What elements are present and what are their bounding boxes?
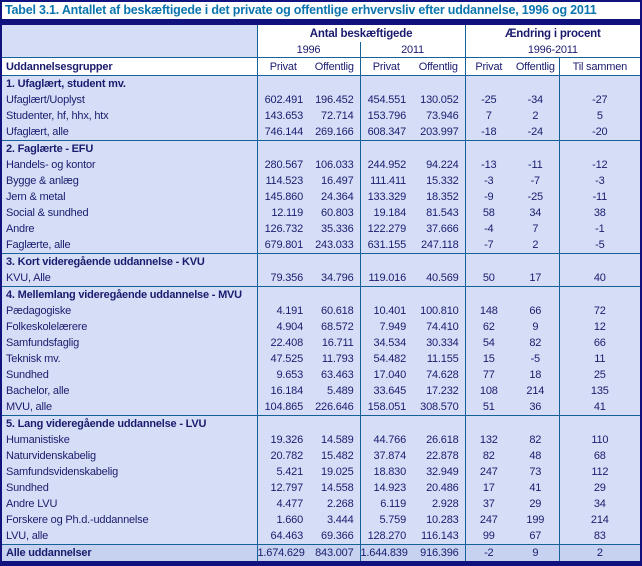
cell-value: 5	[559, 108, 640, 124]
cell-value	[257, 416, 309, 433]
cell-value: 9.653	[257, 367, 309, 383]
cell-value: -13	[465, 157, 512, 173]
cell-value: 62	[465, 319, 512, 335]
cell-value	[309, 287, 360, 304]
cell-value: 3.444	[309, 512, 360, 528]
cell-value: 17	[512, 270, 559, 287]
cell-value	[559, 76, 640, 93]
cell-value: 247	[465, 512, 512, 528]
cell-value: 79.356	[257, 270, 309, 287]
cell-value: 73.946	[412, 108, 465, 124]
row-label: Teknisk mv.	[2, 351, 257, 367]
cell-value: 7.949	[360, 319, 412, 335]
cell-value: 153.796	[360, 108, 412, 124]
cell-value: 37	[465, 496, 512, 512]
cell-value: 47.525	[257, 351, 309, 367]
cell-value: 25	[559, 367, 640, 383]
cell-value: 4.477	[257, 496, 309, 512]
cell-value: 14.589	[309, 432, 360, 448]
cell-value: 196.452	[309, 92, 360, 108]
cell-value	[465, 287, 512, 304]
cell-value: 14.923	[360, 480, 412, 496]
cell-value	[360, 287, 412, 304]
employment-by-education-table	[2, 25, 640, 561]
table-row	[2, 237, 640, 254]
cell-value	[360, 76, 412, 93]
cell-value: 11.155	[412, 351, 465, 367]
row-label: 3. Kort videregående uddannelse - KVU	[2, 254, 257, 271]
cell-value: 20.782	[257, 448, 309, 464]
cell-value: 6.119	[360, 496, 412, 512]
cell-value: 679.801	[257, 237, 309, 254]
cell-value: 5.489	[309, 383, 360, 399]
cell-value: 454.551	[360, 92, 412, 108]
row-label: Sundhed	[2, 480, 257, 496]
cell-value: 843.007	[309, 545, 360, 562]
cell-value	[412, 254, 465, 271]
cell-value: 199	[512, 512, 559, 528]
cell-value: 133.329	[360, 189, 412, 205]
cell-value	[412, 287, 465, 304]
cell-value: 19.184	[360, 205, 412, 221]
cell-value: 34.534	[360, 335, 412, 351]
table-row	[2, 528, 640, 545]
cell-value: 34	[512, 205, 559, 221]
cell-value	[412, 141, 465, 158]
cell-value: 74.628	[412, 367, 465, 383]
cell-value: 82	[465, 448, 512, 464]
cell-value: 16.497	[309, 173, 360, 189]
table-row	[2, 319, 640, 335]
table-row	[2, 496, 640, 512]
cell-value: -25	[465, 92, 512, 108]
row-label: Handels- og kontor	[2, 157, 257, 173]
row-label: Pædagogiske	[2, 303, 257, 319]
cell-value	[559, 416, 640, 433]
cell-value: 9	[512, 545, 559, 562]
cell-value: 18.352	[412, 189, 465, 205]
cell-value: 54	[465, 335, 512, 351]
cell-value: 280.567	[257, 157, 309, 173]
cell-value: 130.052	[412, 92, 465, 108]
cell-value: 50	[465, 270, 512, 287]
cell-value: 41	[559, 399, 640, 416]
cell-value: 9	[512, 319, 559, 335]
header-privat-2011: Privat	[360, 58, 412, 76]
cell-value: 66	[559, 335, 640, 351]
cell-value: -3	[559, 173, 640, 189]
cell-value: 54.482	[360, 351, 412, 367]
cell-value: -11	[559, 189, 640, 205]
cell-value: 247	[465, 464, 512, 480]
table-row	[2, 92, 640, 108]
cell-value: 16.184	[257, 383, 309, 399]
cell-value: 15	[465, 351, 512, 367]
cell-value: -9	[465, 189, 512, 205]
cell-value: 12	[559, 319, 640, 335]
cell-value	[309, 141, 360, 158]
cell-value	[512, 141, 559, 158]
cell-value	[257, 287, 309, 304]
cell-value: 631.155	[360, 237, 412, 254]
cell-value: 148	[465, 303, 512, 319]
cell-value: -2	[465, 545, 512, 562]
cell-value: 72	[559, 303, 640, 319]
cell-value: 132	[465, 432, 512, 448]
cell-value: 12.119	[257, 205, 309, 221]
row-label: Social & sundhed	[2, 205, 257, 221]
cell-value: 4.191	[257, 303, 309, 319]
cell-value: -1	[559, 221, 640, 237]
cell-value: 203.997	[412, 124, 465, 141]
cell-value: 60.618	[309, 303, 360, 319]
row-label: Humanistiske	[2, 432, 257, 448]
cell-value: 64.463	[257, 528, 309, 545]
cell-value: 269.166	[309, 124, 360, 141]
cell-value: 244.952	[360, 157, 412, 173]
cell-value	[512, 287, 559, 304]
cell-value: -11	[512, 157, 559, 173]
row-label: Studenter, hf, hhx, htx	[2, 108, 257, 124]
cell-value: 108	[465, 383, 512, 399]
cell-value: 5.759	[360, 512, 412, 528]
cell-value: 34	[559, 496, 640, 512]
cell-value: 18	[512, 367, 559, 383]
cell-value: 18.830	[360, 464, 412, 480]
cell-value	[309, 76, 360, 93]
cell-value: -3	[465, 173, 512, 189]
corner-cell	[2, 25, 257, 58]
table-row	[2, 335, 640, 351]
cell-value: 99	[465, 528, 512, 545]
cell-value: 128.270	[360, 528, 412, 545]
row-label: Samfundsfaglig	[2, 335, 257, 351]
row-label: 4. Mellemlang videregående uddannelse - MVU	[2, 287, 257, 304]
cell-value: 214	[512, 383, 559, 399]
cell-value: 5.421	[257, 464, 309, 480]
table-body	[2, 76, 640, 562]
cell-value	[412, 76, 465, 93]
row-label: 2. Faglærte - EFU	[2, 141, 257, 158]
cell-value: 17	[465, 480, 512, 496]
cell-value: 608.347	[360, 124, 412, 141]
cell-value: 58	[465, 205, 512, 221]
row-label: Forskere og Ph.d.-uddannelse	[2, 512, 257, 528]
cell-value	[257, 254, 309, 271]
header-privat-pct: Privat	[465, 58, 512, 76]
row-label: Andre LVU	[2, 496, 257, 512]
cell-value: 746.144	[257, 124, 309, 141]
table-row	[2, 432, 640, 448]
cell-value	[309, 416, 360, 433]
cell-value: -5	[559, 237, 640, 254]
cell-value: 83	[559, 528, 640, 545]
cell-value: 41	[512, 480, 559, 496]
header-offentlig-1996: Offentlig	[309, 58, 360, 76]
cell-value: 22.408	[257, 335, 309, 351]
header-year-2011: 2011	[360, 42, 465, 58]
row-label: Folkeskolelærere	[2, 319, 257, 335]
cell-value: 17.232	[412, 383, 465, 399]
cell-value: 77	[465, 367, 512, 383]
cell-value: 15.482	[309, 448, 360, 464]
row-label: Sundhed	[2, 367, 257, 383]
cell-value: 24.364	[309, 189, 360, 205]
cell-value: 2.268	[309, 496, 360, 512]
cell-value	[360, 254, 412, 271]
header-uddannelsesgrupper: Uddannelsesgrupper	[2, 58, 257, 76]
table-row	[2, 108, 640, 124]
cell-value: 7	[512, 221, 559, 237]
header-aendring-i-procent: Ændring i procent	[465, 25, 640, 42]
header-offentlig-pct: Offentlig	[512, 58, 559, 76]
header-year-1996: 1996	[257, 42, 360, 58]
table-row	[2, 367, 640, 383]
cell-value: 2	[559, 545, 640, 562]
row-label: Samfundsvidenskabelig	[2, 464, 257, 480]
cell-value: -7	[465, 237, 512, 254]
cell-value: 19.025	[309, 464, 360, 480]
cell-value	[559, 254, 640, 271]
table-row	[2, 124, 640, 141]
cell-value: 2.928	[412, 496, 465, 512]
cell-value: 40	[559, 270, 640, 287]
header-til-sammen: Til sammen	[559, 58, 640, 76]
cell-value: 126.732	[257, 221, 309, 237]
cell-value: 48	[512, 448, 559, 464]
cell-value: 74.410	[412, 319, 465, 335]
cell-value: 2	[512, 237, 559, 254]
table-row	[2, 480, 640, 496]
cell-value: 60.803	[309, 205, 360, 221]
table-row	[2, 270, 640, 287]
row-label: MVU, alle	[2, 399, 257, 416]
cell-value	[559, 141, 640, 158]
cell-value: 4.904	[257, 319, 309, 335]
cell-value: 119.016	[360, 270, 412, 287]
cell-value: 111.411	[360, 173, 412, 189]
cell-value	[257, 141, 309, 158]
cell-value: 68.572	[309, 319, 360, 335]
cell-value: 73	[512, 464, 559, 480]
cell-value: 104.865	[257, 399, 309, 416]
table-title: Tabel 3.1. Antallet af beskæftigede i det private og offentlige erhvervsliv efter uddannelse, 1996 og 2011	[2, 2, 640, 19]
cell-value: 7	[465, 108, 512, 124]
cell-value: 82	[512, 335, 559, 351]
section-header-row	[2, 141, 640, 158]
cell-value: 100.810	[412, 303, 465, 319]
cell-value: 1.660	[257, 512, 309, 528]
cell-value: 226.646	[309, 399, 360, 416]
cell-value: 34.796	[309, 270, 360, 287]
cell-value: 2	[512, 108, 559, 124]
cell-value	[512, 416, 559, 433]
cell-value: 38	[559, 205, 640, 221]
cell-value: -12	[559, 157, 640, 173]
cell-value: 16.711	[309, 335, 360, 351]
cell-value: 214	[559, 512, 640, 528]
cell-value	[360, 141, 412, 158]
cell-value: 122.279	[360, 221, 412, 237]
section-header-row	[2, 287, 640, 304]
cell-value: 72.714	[309, 108, 360, 124]
cell-value: -24	[512, 124, 559, 141]
table-row	[2, 221, 640, 237]
row-label: Alle uddannelser	[2, 545, 257, 562]
cell-value: 110	[559, 432, 640, 448]
row-label: 5. Lang videregående uddannelse - LVU	[2, 416, 257, 433]
table-row	[2, 399, 640, 416]
cell-value	[465, 76, 512, 93]
cell-value: 308.570	[412, 399, 465, 416]
cell-value: 15.332	[412, 173, 465, 189]
cell-value: 82	[512, 432, 559, 448]
cell-value: 68	[559, 448, 640, 464]
cell-value: 35.336	[309, 221, 360, 237]
cell-value: 1.674.629	[257, 545, 309, 562]
cell-value: 11.793	[309, 351, 360, 367]
cell-value: 10.283	[412, 512, 465, 528]
cell-value: 29	[559, 480, 640, 496]
cell-value	[465, 141, 512, 158]
cell-value: 106.033	[309, 157, 360, 173]
cell-value: 37.666	[412, 221, 465, 237]
cell-value: 17.040	[360, 367, 412, 383]
row-label: Bachelor, alle	[2, 383, 257, 399]
cell-value: 63.463	[309, 367, 360, 383]
cell-value: 66	[512, 303, 559, 319]
cell-value: 143.653	[257, 108, 309, 124]
cell-value	[512, 254, 559, 271]
table-row	[2, 205, 640, 221]
cell-value: 10.401	[360, 303, 412, 319]
row-label: LVU, alle	[2, 528, 257, 545]
row-label: 1. Ufaglært, student mv.	[2, 76, 257, 93]
table-header	[2, 25, 640, 76]
cell-value: 20.486	[412, 480, 465, 496]
row-label: Jern & metal	[2, 189, 257, 205]
row-label: Faglærte, alle	[2, 237, 257, 254]
cell-value: -20	[559, 124, 640, 141]
table-row	[2, 351, 640, 367]
cell-value: 602.491	[257, 92, 309, 108]
row-label: Bygge & anlæg	[2, 173, 257, 189]
cell-value: 247.118	[412, 237, 465, 254]
cell-value: 22.878	[412, 448, 465, 464]
cell-value	[465, 254, 512, 271]
cell-value	[412, 416, 465, 433]
table-row	[2, 448, 640, 464]
row-label: Ufaglært/Uoplyst	[2, 92, 257, 108]
cell-value: -7	[512, 173, 559, 189]
cell-value: 37.874	[360, 448, 412, 464]
table-row	[2, 157, 640, 173]
cell-value: 112	[559, 464, 640, 480]
cell-value	[512, 76, 559, 93]
cell-value: 36	[512, 399, 559, 416]
cell-value	[309, 254, 360, 271]
cell-value: 29	[512, 496, 559, 512]
bottom-border-bar	[2, 561, 640, 566]
row-label: Naturvidenskabelig	[2, 448, 257, 464]
cell-value: -4	[465, 221, 512, 237]
cell-value: 116.143	[412, 528, 465, 545]
cell-value: 158.051	[360, 399, 412, 416]
cell-value: 81.543	[412, 205, 465, 221]
cell-value: 51	[465, 399, 512, 416]
section-header-row	[2, 254, 640, 271]
cell-value: -25	[512, 189, 559, 205]
cell-value: 26.618	[412, 432, 465, 448]
cell-value: 12.797	[257, 480, 309, 496]
cell-value: 1.644.839	[360, 545, 412, 562]
header-offentlig-2011: Offentlig	[412, 58, 465, 76]
table-row	[2, 303, 640, 319]
cell-value: 114.523	[257, 173, 309, 189]
cell-value: 19.326	[257, 432, 309, 448]
cell-value: 40.569	[412, 270, 465, 287]
cell-value: 33.645	[360, 383, 412, 399]
header-privat-1996: Privat	[257, 58, 309, 76]
cell-value	[257, 76, 309, 93]
cell-value: 44.766	[360, 432, 412, 448]
column-header-row	[2, 58, 640, 76]
cell-value: 145.860	[257, 189, 309, 205]
cell-value: -34	[512, 92, 559, 108]
table-row	[2, 189, 640, 205]
row-label: KVU, Alle	[2, 270, 257, 287]
section-header-row	[2, 416, 640, 433]
table-row	[2, 512, 640, 528]
table-row	[2, 464, 640, 480]
cell-value	[360, 416, 412, 433]
cell-value: 11	[559, 351, 640, 367]
cell-value: -5	[512, 351, 559, 367]
cell-value	[559, 287, 640, 304]
cell-value: 94.224	[412, 157, 465, 173]
cell-value: 14.558	[309, 480, 360, 496]
header-antal-beskaeftigede: Antal beskæftigede	[257, 25, 465, 42]
table-row	[2, 383, 640, 399]
cell-value: 30.334	[412, 335, 465, 351]
cell-value: -18	[465, 124, 512, 141]
cell-value	[465, 416, 512, 433]
cell-value: 916.396	[412, 545, 465, 562]
cell-value: 32.949	[412, 464, 465, 480]
row-label: Ufaglært, alle	[2, 124, 257, 141]
cell-value: 69.366	[309, 528, 360, 545]
cell-value: 243.033	[309, 237, 360, 254]
cell-value: 135	[559, 383, 640, 399]
section-header-row	[2, 76, 640, 93]
row-label: Andre	[2, 221, 257, 237]
header-year-range: 1996-2011	[465, 42, 640, 58]
cell-value: -27	[559, 92, 640, 108]
table-row	[2, 173, 640, 189]
cell-value: 67	[512, 528, 559, 545]
column-group-row	[2, 25, 640, 42]
